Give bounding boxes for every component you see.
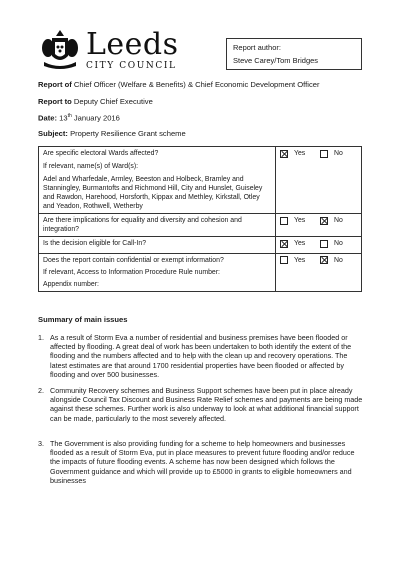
equality-yes-option[interactable]: Yes [280,216,305,225]
author-label: Report author: [233,43,281,52]
empty-box-icon [280,217,288,225]
wards-no-option[interactable]: No [320,149,343,158]
checked-box-icon [320,217,328,225]
equality-no-option[interactable]: No [320,216,343,225]
appendix-number-label: Appendix number: [43,280,99,288]
call-in-yes-option[interactable]: Yes [280,239,305,248]
question-confidential: Does the report contain confidential or exempt information? [43,256,224,264]
wards-relevant-label: If relevant, name(s) of Ward(s): [43,163,139,170]
checked-box-icon [280,240,288,248]
summary-item-number: 2. [38,386,44,395]
call-in-no-option[interactable]: No [320,239,343,248]
confidential-no-option[interactable]: No [320,256,343,265]
access-rule-label: If relevant, Access to Information Procedure Rule number: [43,268,220,276]
logo-wordmark: Leeds [86,27,179,62]
empty-box-icon [280,256,288,264]
empty-box-icon [320,240,328,248]
question-equality: Are there implications for equality and diversity and cohesion and integration? [39,214,276,237]
confidential-yes-option[interactable]: Yes [280,256,305,265]
logo-subtitle: CITY COUNCIL [86,61,177,71]
summary-item-number: 3. [38,439,44,448]
author-box [226,38,362,70]
summary-item-text: As a result of Storm Eva a number of residential and business premises have been flooded or affected by flooding. A great deal of work has been undertaken to both identify the extent of the flooding and the numbers affected and to help with the clean up and recovery operations. The latest estimates are that around 1700 residential properties have been flooded or affected by flooding and over 500 businesses. [50,333,352,379]
summary-item-text: The Government is also providing funding for a scheme to help homeowners and businesses flooded as a result of Storm Eva, put in place measures to prevent future flooding and/or reduce the impacts of future flooding events. A scheme has now been designed which follows the Government guidance and which will provide up to £5000 in grants to eligible homeowners and businesses [50,439,355,485]
checked-box-icon [280,150,288,158]
question-row-equality [39,214,362,237]
summary-heading: Summary of main issues [38,315,128,324]
summary-item [38,386,364,423]
leeds-city-council-logo [40,28,190,72]
empty-box-icon [320,150,328,158]
checked-box-icon [320,256,328,264]
report-date: Date: 13th January 2016 [38,113,120,123]
question-wards: Are specific electoral Wards affected? [43,150,159,157]
report-to: Report to Deputy Chief Executive [38,97,153,106]
summary-item [38,333,364,379]
question-call-in: Is the decision eligible for Call-In? [39,237,276,254]
decision-questions-table [38,146,362,292]
question-row-wards [39,147,362,214]
summary-item-number: 1. [38,333,44,342]
wards-list: Adel and Wharfedale, Armley, Beeston and Holbeck, Bramley and Stanningley, Burmantofts and Richmond Hill, City and Hunslet, Guiseley and Rawdon, Harehood, Horsforth, Kippax and Methley, Kirkstall, Otley and Yeadon, Rothwell, Wetherby [43,176,263,210]
summary-item-text: Community Recovery schemes and Business Support schemes have been put in place already alongside Council Tax Discount and Business Rate Relief schemes and payments are being made against these schemes. Further work is also underway to look at what additional financial support can be made, particularly to the most severely affected. [50,386,363,423]
coat-of-arms-icon [40,28,80,72]
report-subject: Subject: Property Resilience Grant scheme [38,129,186,138]
question-row-call-in [39,237,362,254]
summary-item [38,439,364,485]
question-row-confidential [39,253,362,291]
author-name: Steve Carey/Tom Bridges [233,56,319,65]
wards-yes-option[interactable]: Yes [280,149,305,158]
report-of: Report of Chief Officer (Welfare & Benefits) & Chief Economic Development Officer [38,80,320,89]
